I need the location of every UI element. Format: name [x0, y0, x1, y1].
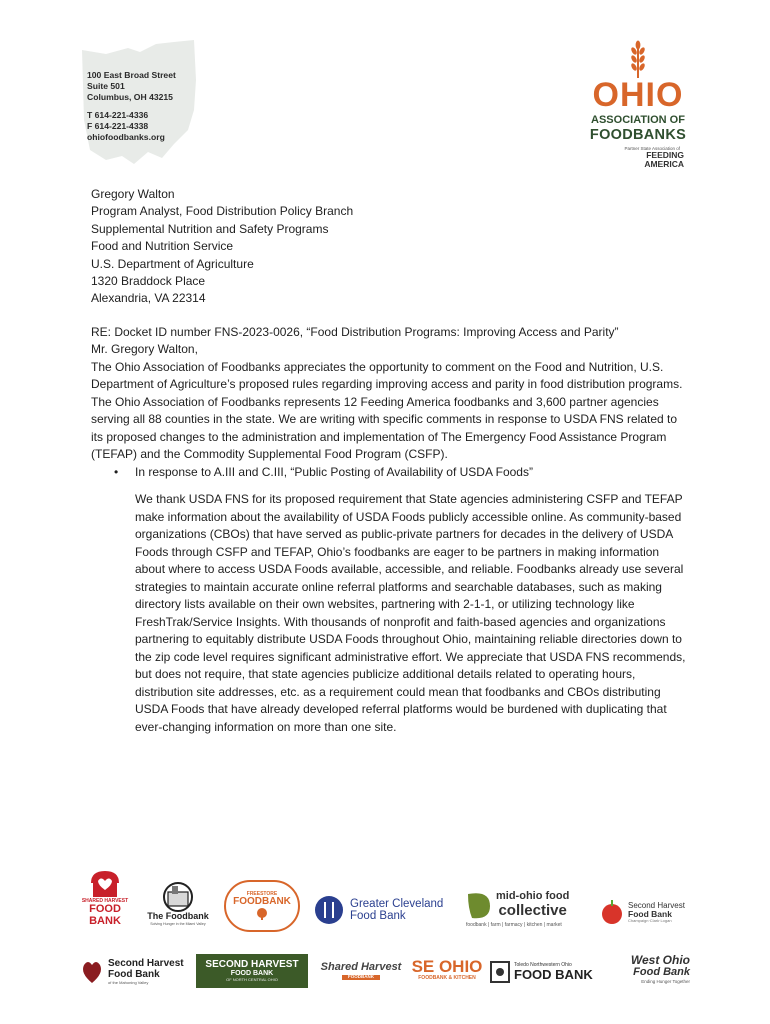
member-logo-subtitle: FREESTORE [246, 891, 278, 898]
member-logo-the-foodbank [140, 878, 216, 930]
member-logo-title: SECOND HARVEST [205, 958, 299, 970]
apple-icon [600, 899, 624, 925]
paragraph: The Ohio Association of Foodbanks appreciates the opportunity to comment on the Food and Nutrition, U.S. Department of Agriculture’s proposed rules regarding improving access and parity in food distribution programs. [91, 359, 683, 392]
member-logo-title: West Ohio [630, 953, 690, 968]
member-logo-tagline: of the Mahoning Valley [108, 980, 149, 985]
member-logo-subtitle: FOOD BANK [230, 970, 274, 978]
address-line-2: Suite 501 [87, 81, 125, 91]
member-logo-title: FOODBANK [233, 896, 291, 908]
member-logo-subtitle: Solving Hunger in the Miami Valley [150, 921, 206, 926]
heart-apple-icon [80, 959, 104, 985]
bullet-item [91, 464, 691, 482]
tree-icon [255, 908, 269, 920]
member-logo-subtitle: Food Bank [633, 966, 690, 979]
member-logo-title: Second Harvest [628, 900, 685, 910]
member-logo-second-harvest-mahoning [80, 952, 190, 992]
member-logo-subtitle: FOOD BANK [514, 967, 593, 983]
member-logo-title: Shared Harvest [320, 960, 402, 973]
member-logo-tagline: foodbank | farm | farmacy | kitchen | market [466, 922, 562, 928]
member-logo-se-ohio-foodbank [410, 950, 484, 990]
member-logo-title: The Foodbank [147, 911, 209, 922]
bullet-heading: In response to A.III and C.III, “Public Posting of Availability of USDA Foods” [135, 464, 533, 479]
member-logo-shared-harvest-foodbank [320, 952, 402, 990]
bowl-icon [490, 961, 510, 983]
member-logo-second-harvest-ccl [600, 892, 690, 932]
paragraph: The Ohio Association of Foodbanks represents 12 Feeding America foodbanks and 3,600 partner agencies serving all 88 counties in the state. We are writing with specific comments in response to USDA FNS related to its proposed changes to the administration and implementation of The Emergency Food Assistance Program (TEFAP) and the Commodity Supplemental Food Program (CSFP). [91, 394, 678, 462]
member-logo-greater-cleveland-food-bank [314, 890, 464, 930]
recipient-line: Food and Nutrition Service [91, 239, 234, 254]
member-logo-second-harvest-north-central [196, 954, 308, 988]
member-logo-west-ohio-food-bank [602, 948, 690, 990]
member-logo-subtitle: Food Bank [108, 968, 160, 980]
leaf-icon [466, 890, 492, 920]
recipient-line: U.S. Department of Agriculture [91, 256, 254, 271]
member-logo-title: Greater Cleveland [350, 898, 444, 910]
logo-feeding: FEEDING [646, 150, 684, 160]
member-logo-title: Toledo Northwestern Ohio [514, 962, 572, 969]
member-logo-tagline: Champaign·Clark·Logan [628, 918, 672, 924]
member-logo-tagline: OF NORTH CENTRAL OHIO [226, 977, 278, 983]
address-line-3: Columbus, OH 43215 [87, 92, 173, 102]
member-logo-subtitle: FOODBANK [342, 975, 380, 980]
recipient-line: 1320 Braddock Place [91, 274, 206, 289]
return-address [87, 70, 176, 143]
recipient-block [91, 186, 691, 308]
member-logo-title: FOOD BANK [89, 903, 121, 927]
member-logo-title: SE OHIO [411, 957, 483, 977]
logo-foodbanks: FOODBANKS [589, 127, 687, 143]
member-logo-subtitle: collective [498, 901, 567, 919]
salutation: Mr. Gregory Walton, [91, 342, 198, 357]
member-logo-subtitle: Food Bank [628, 908, 672, 919]
utensils-icon [314, 895, 344, 925]
logo-association-of: ASSOCIATION OF [591, 114, 685, 126]
member-logo-subtitle: Food Bank [350, 910, 406, 922]
member-logo-toledo-northwestern-ohio [490, 956, 596, 988]
food-box-icon [154, 882, 202, 912]
member-logo-tagline: Ending Hunger Together [641, 978, 690, 984]
member-logo-title: Second Harvest [108, 958, 184, 969]
logo-ohio: OHIO [592, 76, 684, 114]
member-logo-subtitle: FOODBANK & KITCHEN [418, 975, 476, 982]
ohio-association-of-foodbanks-logo [582, 40, 694, 175]
logo-partner-note: Partner State Association of [624, 146, 680, 151]
fax-number: F 614-221-4338 [87, 121, 149, 131]
letter-body [91, 186, 691, 736]
bullet-body: We thank USDA FNS for its proposed requirement that State agencies administering CSFP and TEFAP make information about the availability of USDA Foods publicly accessible online. As community-based organizations (CBOs) that have served as public-private partners for decades in the delivery of USDA Foods through CSFP and TEFAP, Ohio’s foodbanks are eager to be partners in making information about where to access USDA Foods available, accessible, and reliable. Foodbanks already use several strategies to maintain accurate online referral platforms and searchable databases, such as making directory lists available on their own websites, partnering with 2-1-1, or utilizing technology like FreshTrak/Service Insights. With thousands of nonprofit and faith-based agencies and organizations partnering to equitably distribute USDA Foods throughout Ohio, maintaining reliable directories down to the zip code level requires significant administrative effort. We appreciate that USDA FNS recommends, but does not require, that state agencies publicize additional details related to operating hours, distribution site addresses, etc. as a requirement could mean that foodbanks and CBOs distributing USDA Foods that have already developed referral platforms would be burdened with duplicating that ever-changing information on more than one site. [135, 492, 686, 734]
bread-heart-icon [87, 869, 123, 899]
member-foodbank-logos [80, 860, 690, 1000]
bullet-marker: • [114, 464, 119, 479]
member-logo-freestore-foodbank [224, 880, 300, 932]
recipient-line: Program Analyst, Food Distribution Policy Branch [91, 204, 354, 219]
recipient-line: Alexandria, VA 22314 [91, 291, 206, 306]
member-logo-mid-ohio-food-collective [466, 884, 586, 934]
member-logo-subtitle: SHARED HARVEST [81, 897, 129, 904]
recipient-line: Gregory Walton [91, 187, 175, 201]
subject-line: RE: Docket ID number FNS-2023-0026, “Food Distribution Programs: Improving Access and Parity” [91, 324, 619, 339]
recipient-line: Supplemental Nutrition and Safety Programs [91, 221, 329, 236]
phone-number: T 614-221-4336 [87, 110, 149, 120]
member-logo-shared-harvest-food-bank [80, 864, 130, 932]
member-logo-title: mid-ohio food [496, 890, 570, 903]
website-link[interactable]: ohiofoodbanks.org [87, 132, 165, 142]
logo-america: AMERICA [644, 159, 684, 169]
address-line-1: 100 East Broad Street [87, 70, 176, 80]
wheat-icon [627, 40, 649, 78]
